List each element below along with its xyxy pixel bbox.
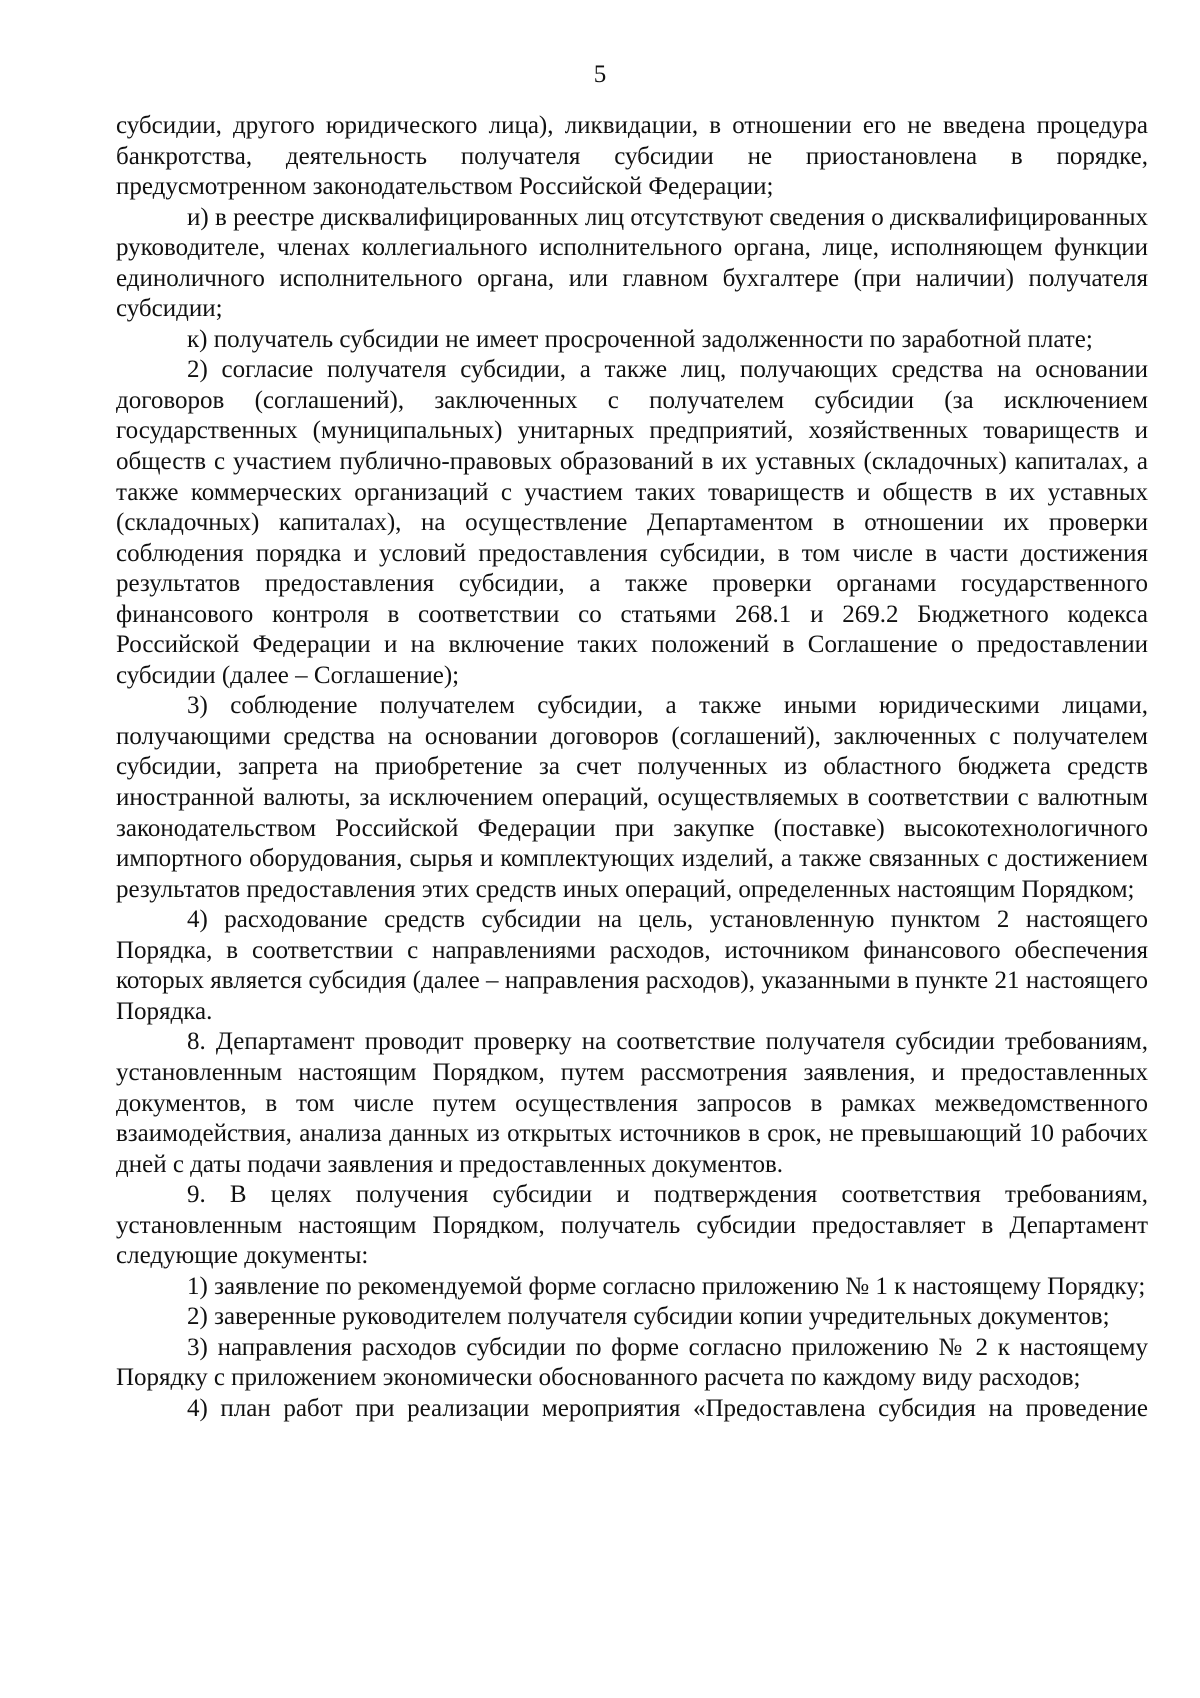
paragraph: 3) соблюдение получателем субсидии, а также иными юридическими лицами, получающими средства на основании договоров (соглашений), заключенных с получателем субсидии, запрета на приобретение за счет полученных из областного бюджета средств иностранной валюты, за исключением операций, осуществляемых в соответствии с валютным законодательством Российской Федерации при закупке (поставке) высокотехнологичного импортного оборудования, сырья и комплектующих изделий, а также связанных с достижением результатов предоставления этих средств иных операций, определенных настоящим Порядком; (116, 692, 1148, 903)
paragraph: и) в реестре дисквалифицированных лиц отсутствуют сведения о дисквалифицированных руководителе, членах коллегиального исполнительного органа, лице, исполняющем функции единоличного исполнительного органа, или главном бухгалтере (при наличии) получателя субсидии; (116, 203, 1148, 323)
paragraph: 4) расходование средств субсидии на цель, установленную пунктом 2 настоящего Порядка, в соответствии с направлениями расходов, источником финансового обеспечения которых является субсидия (далее – направления расходов), указанными в пункте 21 настоящего Порядка. (116, 906, 1148, 1025)
paragraph: 8. Департамент проводит проверку на соответствие получателя субсидии требованиям, установленным настоящим Порядком, путем рассмотрения заявления, и предоставленных документов, в том числе путем осуществления запросов в рамках межведомственного взаимодействия, анализа данных из открытых источников в срок, не превышающий 10 рабочих дней с даты подачи заявления и предоставленных документов. (116, 1028, 1148, 1178)
paragraph: 4) план работ при реализации мероприятия «Предоставлена субсидия на проведение (187, 1394, 1148, 1422)
paragraph: 2) заверенные руководителем получателя субсидии копии учредительных документов; (187, 1303, 1110, 1331)
paragraph: 9. В целях получения субсидии и подтверждения соответствия требованиям, установленным настоящим Порядком, получатель субсидии предоставляет в Департамент следующие документы: (116, 1181, 1148, 1270)
paragraph: к) получатель субсидии не имеет просроченной задолженности по заработной плате; (187, 325, 1093, 353)
paragraph: субсидии, другого юридического лица), ликвидации, в отношении его не введена процедура банкротства, деятельность получателя субсидии не приостановлена в порядке, предусмотренном законодательством Российской Федерации; (116, 112, 1148, 201)
document-body (116, 111, 1148, 1425)
paragraph: 3) направления расходов субсидии по форме согласно приложению № 2 к настоящему Порядку с приложением экономически обоснованного расчета по каждому виду расходов; (116, 1333, 1148, 1392)
paragraph: 2) согласие получателя субсидии, а также лиц, получающих средства на основании договоров (соглашений), заключенных с получателем субсидии (за исключением государственных (муниципальных) унитарных предприятий, хозяйственных товариществ и обществ с участием публично-правовых образований в их уставных (складочных) капиталах, а также коммерческих организаций с участием таких товариществ и обществ в их уставных (складочных) капиталах), на осуществление Департаментом в отношении их проверки соблюдения порядка и условий предоставления субсидии, в том числе в части достижения результатов предоставления субсидии, а также проверки органами государственного финансового контроля в соответствии со статьями 268.1 и 269.2 Бюджетного кодекса Российской Федерации и на включение таких положений в Соглашение о предоставлении субсидии (далее – Соглашение); (116, 356, 1148, 689)
page-number: 5 (593, 61, 607, 88)
paragraph: 1) заявление по рекомендуемой форме согласно приложению № 1 к настоящему Порядку; (187, 1272, 1146, 1300)
